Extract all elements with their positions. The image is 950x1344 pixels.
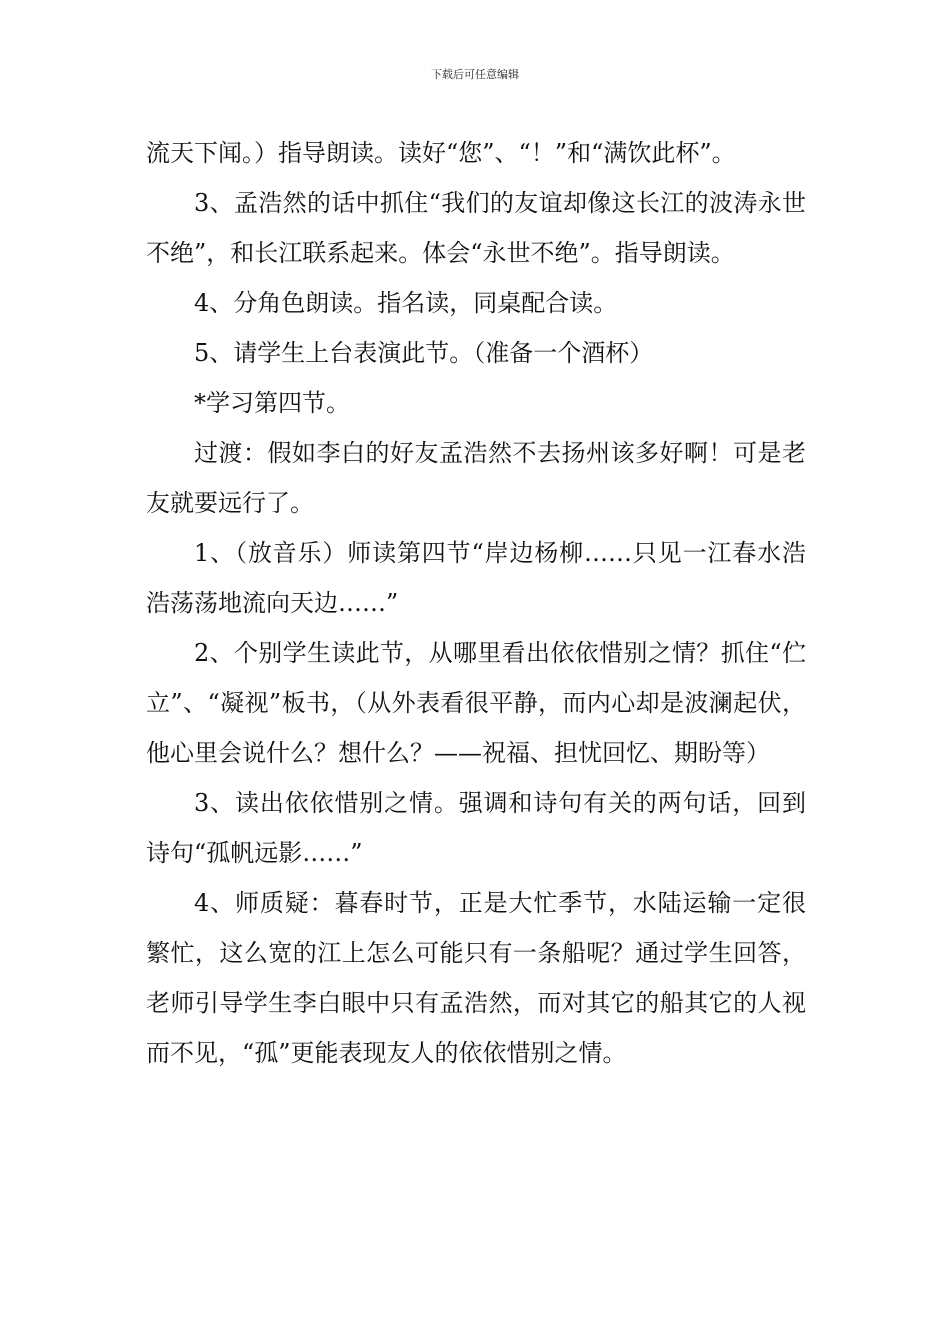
paragraph: 4、分角色朗读。指名读，同桌配合读。 [194,289,618,317]
paragraph: 1、（放音乐）师读第四节“岸边杨柳……只见一江春水浩浩荡荡地流向天边……” [146,539,806,617]
paragraph: 3、读出依依惜别之情。强调和诗句有关的两句话，回到诗句“孤帆远影……” [146,789,806,867]
paragraph: 2、个别学生读此节，从哪里看出依依惜别之情？抓住“伫立”、“凝视”板书，（从外表看很平静，而内心却是波澜起伏，他心里会说什么？想什么？——祝福、担忧回忆、期盼等） [146,639,806,767]
paragraph: 流天下闻。）指导朗读。读好“您”、“！”和“满饮此杯”。 [146,139,736,167]
paragraph: 5、请学生上台表演此节。（准备一个酒杯） [194,339,654,367]
paragraph: *学习第四节。 [194,389,350,417]
paragraph: 过渡：假如李白的好友孟浩然不去扬州该多好啊！可是老友就要远行了。 [146,439,806,517]
document-body [146,128,806,1078]
page-header: 下载后可任意编辑 [431,68,519,81]
paragraph: 3、孟浩然的话中抓住“我们的友谊却像这长江的波涛永世不绝”，和长江联系起来。体会“永世不绝”。指导朗读。 [146,189,806,267]
paragraph: 4、师质疑：暮春时节，正是大忙季节，水陆运输一定很繁忙，这么宽的江上怎么可能只有一条船呢？通过学生回答，老师引导学生李白眼中只有孟浩然，而对其它的船其它的人视而不见，“孤”更能表现友人的依依惜别之情。 [146,889,806,1067]
